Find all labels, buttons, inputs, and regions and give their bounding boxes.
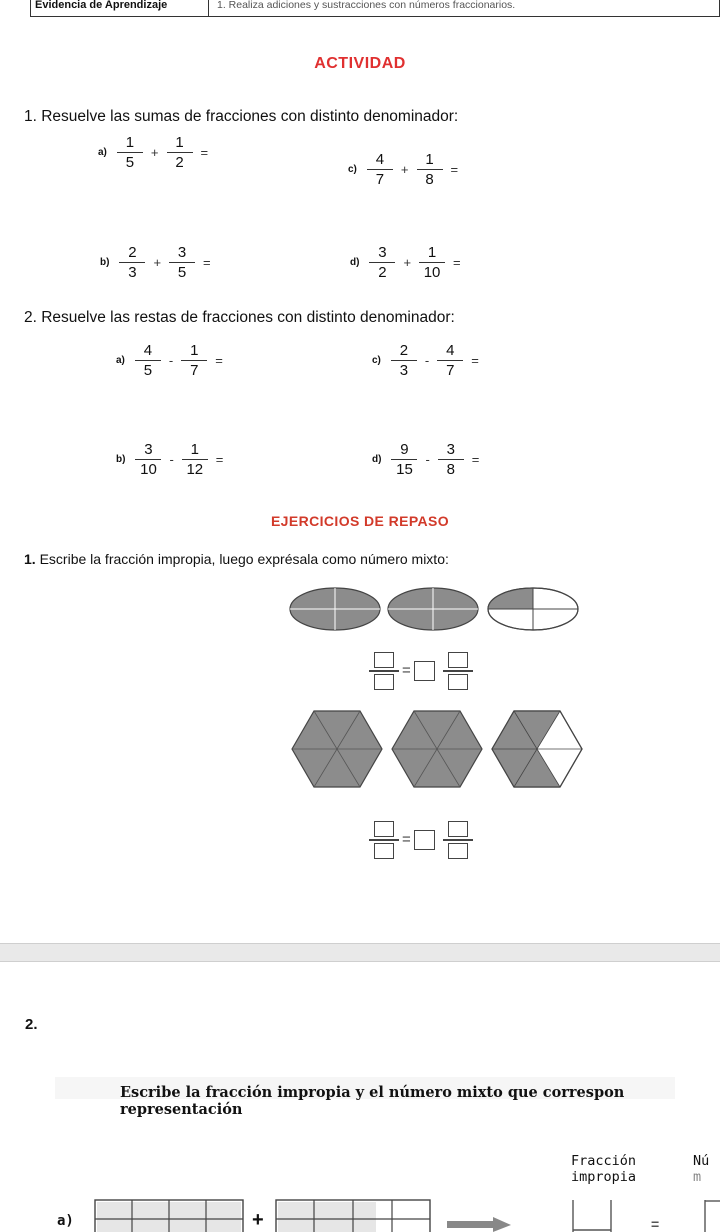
numerator: 4: [375, 151, 385, 168]
improper-fraction-boxes: [369, 819, 399, 861]
denominator: 5: [143, 362, 153, 379]
ellipse-full-2: [388, 588, 478, 630]
denominator: 10: [140, 461, 157, 478]
numerator: 3: [144, 441, 153, 458]
equals-sign: =: [215, 353, 223, 368]
numerator: 1: [425, 151, 434, 168]
equals-sign: =: [215, 452, 224, 467]
denominator: 7: [446, 362, 455, 379]
hexagon-partial: [492, 711, 582, 787]
numerator: 1: [427, 244, 437, 261]
col-header-mixed: [693, 1153, 709, 1185]
numerator: 1: [190, 342, 199, 359]
denominator: 2: [175, 154, 184, 171]
denominator: 8: [425, 171, 434, 188]
operator: -: [169, 452, 174, 467]
denominator: 7: [190, 362, 199, 379]
hexagon-full-2: [392, 711, 482, 787]
denominator: 5: [177, 264, 187, 281]
item-label: a): [98, 147, 107, 158]
item-label: a): [57, 1213, 74, 1229]
fraction: [437, 341, 463, 380]
denominator: 15: [396, 461, 413, 478]
equals-sign: =: [200, 145, 209, 160]
denominator: 7: [375, 171, 385, 188]
q2-instruction: [120, 1084, 624, 1118]
fraction: [391, 440, 417, 479]
numerator: 9: [400, 441, 409, 458]
header-title: Evidencia de Aprendizaje: [31, 0, 209, 16]
repaso-q1-text: Escribe la fracción impropia, luego exprésala como número mixto:: [35, 551, 449, 567]
item-label: d): [350, 257, 360, 268]
rectangle-bar-2: [276, 1200, 430, 1232]
q1-item-b: [100, 243, 215, 282]
numerator-box[interactable]: [448, 652, 468, 668]
denominator: 3: [399, 362, 409, 379]
q1-item-a: [98, 133, 212, 172]
numerator: 3: [378, 244, 387, 261]
q2-item-b: [116, 440, 227, 479]
col-header-improper-1: Fracción: [571, 1153, 637, 1169]
ellipse-figures: [288, 585, 588, 635]
operator: -: [424, 353, 430, 368]
denominator-box[interactable]: [448, 843, 468, 859]
equals-sign: =: [402, 831, 411, 849]
header-bar: [30, 0, 720, 17]
equals-sign: =: [471, 353, 479, 368]
denominator: 8: [446, 461, 455, 478]
repaso-q1-number: 1.: [24, 551, 36, 567]
worksheet-page-2: [0, 962, 720, 1232]
q2-item-d: [372, 440, 483, 479]
operator: +: [153, 255, 162, 270]
denominator-box[interactable]: [374, 674, 394, 690]
hexagon-figures: [290, 708, 590, 790]
operator: +: [150, 145, 159, 160]
item-label: d): [372, 454, 382, 465]
numerator: 1: [125, 134, 135, 151]
ellipse-partial: [488, 588, 578, 630]
fraction: [181, 341, 207, 380]
mixed-number-answer-2: [369, 819, 473, 861]
mixed-number-answer-1: [369, 650, 473, 692]
fraction: [169, 243, 195, 282]
item-label: c): [372, 355, 381, 366]
denominator-box[interactable]: [448, 674, 468, 690]
numerator: 1: [175, 134, 184, 151]
item-label: b): [116, 454, 126, 465]
fraction: [391, 341, 417, 380]
numerator: 3: [177, 244, 187, 261]
fraction: [417, 150, 443, 189]
proper-fraction-boxes: [443, 819, 473, 861]
equals-sign: =: [450, 162, 459, 177]
q2-instruction-line-1: Escribe la fracción impropia y el número mixto que correspon: [120, 1084, 625, 1101]
rectangle-bar-1: [95, 1200, 243, 1232]
col-header-improper: [571, 1153, 636, 1185]
fraction: [119, 243, 145, 282]
col-header-improper-2: impropia: [571, 1169, 637, 1185]
repaso-q1-instruction: [24, 551, 449, 567]
denominator: 2: [378, 264, 387, 281]
numerator-box[interactable]: [374, 821, 394, 837]
numerator: 2: [399, 342, 409, 359]
fraction: [135, 440, 161, 479]
item-label: b): [100, 257, 110, 268]
operator: -: [425, 452, 430, 467]
numerator: 1: [190, 441, 199, 458]
q1-item-c: [348, 150, 462, 189]
denominator-box[interactable]: [374, 843, 394, 859]
operator: +: [400, 162, 409, 177]
equals-sign: =: [471, 452, 480, 467]
numerator: 4: [446, 342, 455, 359]
numerator: 3: [446, 441, 455, 458]
equals-sign: =: [203, 255, 211, 270]
fraction: [369, 243, 395, 282]
hexagon-full-1: [292, 711, 382, 787]
q2-instruction-line-2: representación: [120, 1101, 243, 1118]
fraction: [182, 440, 208, 479]
col-header-mixed-1: Nú: [693, 1153, 710, 1169]
operator: +: [403, 255, 412, 270]
activity-title: ACTIVIDAD: [314, 55, 406, 72]
ellipse-full-1: [290, 588, 380, 630]
operator: -: [168, 353, 174, 368]
fraction: [419, 243, 445, 282]
denominator: 10: [423, 264, 441, 281]
page-separator: [0, 943, 720, 962]
numerator-box[interactable]: [374, 652, 394, 668]
answer-fraction-box[interactable]: [571, 1200, 615, 1232]
answer-mixed-box[interactable]: [703, 1200, 720, 1232]
q2-item-c: [372, 341, 483, 380]
header-objective: 1. Realiza adiciones y sustracciones con números fraccionarios.: [217, 0, 516, 11]
fraction: [117, 133, 143, 172]
col-header-mixed-2: m: [693, 1169, 702, 1185]
arrow-right-icon: [447, 1217, 513, 1232]
fraction: [135, 341, 161, 380]
proper-fraction-boxes: [443, 650, 473, 692]
q2-instruction: 2. Resuelve las restas de fracciones con distinto denominador:: [24, 309, 455, 326]
improper-fraction-boxes: [369, 650, 399, 692]
q2-number: 2.: [25, 1016, 38, 1033]
numerator-box[interactable]: [448, 821, 468, 837]
equals-sign: =: [402, 662, 411, 680]
repaso-title: EJERCICIOS DE REPASO: [270, 513, 450, 529]
numerator: 4: [143, 342, 153, 359]
fraction: [438, 440, 464, 479]
fraction: [167, 133, 193, 172]
denominator: 12: [186, 461, 204, 478]
plus-sign: +: [252, 1209, 264, 1231]
equals-sign: =: [651, 1216, 660, 1232]
denominator: 3: [128, 264, 137, 281]
q2-item-a: [116, 341, 227, 380]
q1-instruction: 1. Resuelve las sumas de fracciones con distinto denominador:: [24, 108, 459, 125]
item-label: a): [116, 355, 125, 366]
whole-number-box[interactable]: [414, 661, 435, 681]
denominator: 5: [125, 154, 135, 171]
whole-number-box[interactable]: [414, 830, 435, 850]
equals-sign: =: [453, 255, 461, 270]
numerator: 2: [128, 244, 137, 261]
fraction: [367, 150, 393, 189]
q1-item-d: [350, 243, 465, 282]
item-label: c): [348, 164, 357, 175]
